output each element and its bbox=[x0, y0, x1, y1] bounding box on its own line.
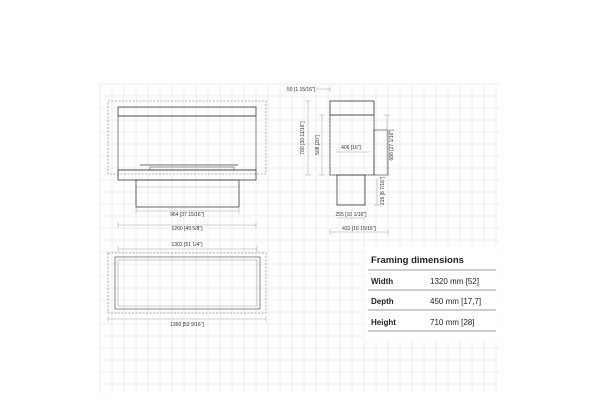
front-pedestal bbox=[136, 180, 239, 207]
table-title: Framing dimensions bbox=[371, 255, 464, 266]
row-width-label: Width bbox=[371, 277, 394, 286]
side-total-depth-label: 431 [16 15/16"] bbox=[342, 226, 376, 232]
side-base-height-label: 215 [8 7/16"] bbox=[380, 176, 386, 206]
front-dimensions bbox=[118, 208, 256, 228]
row-height-value: 710 mm [28] bbox=[430, 318, 475, 327]
top-dimensions bbox=[108, 246, 266, 322]
top-body-outer bbox=[115, 257, 260, 309]
front-opening-label: 1260 [49 5/8"] bbox=[171, 226, 203, 232]
side-inner-depth-label: 406 [16"] bbox=[341, 145, 361, 151]
top-inner-width-label: 1302 [51 1/4"] bbox=[171, 242, 203, 248]
side-total-height-label: 780 [30 11/16"] bbox=[300, 121, 306, 155]
row-width-value: 1320 mm [52] bbox=[430, 277, 479, 286]
front-base bbox=[118, 170, 256, 180]
top-view bbox=[108, 253, 266, 313]
top-body-inner bbox=[118, 260, 257, 306]
row-depth-label: Depth bbox=[371, 297, 394, 306]
side-base-depth-label: 255 [10 1/16"] bbox=[335, 212, 367, 218]
top-outer-width-label: 1360 [53 9/16"] bbox=[170, 322, 204, 328]
side-top-offset-label: 50 [1 15/16"] bbox=[287, 87, 316, 93]
side-right-height-label: 688 [27 1/16"] bbox=[389, 129, 395, 161]
front-glass-window bbox=[118, 116, 256, 170]
row-depth-value: 450 mm [17,7] bbox=[430, 297, 482, 306]
framing-dimensions-table bbox=[364, 247, 498, 341]
row-height-label: Height bbox=[371, 318, 396, 327]
top-frame-outline bbox=[108, 253, 266, 313]
front-burner-tray bbox=[150, 167, 234, 170]
front-frame-outline bbox=[108, 101, 266, 174]
side-glass-height-label: 508 [20"] bbox=[315, 135, 321, 155]
front-top-beam bbox=[118, 107, 256, 116]
front-view bbox=[108, 101, 266, 207]
front-overhang-label: 964 [37 15/16"] bbox=[170, 212, 204, 218]
side-base bbox=[337, 175, 365, 205]
